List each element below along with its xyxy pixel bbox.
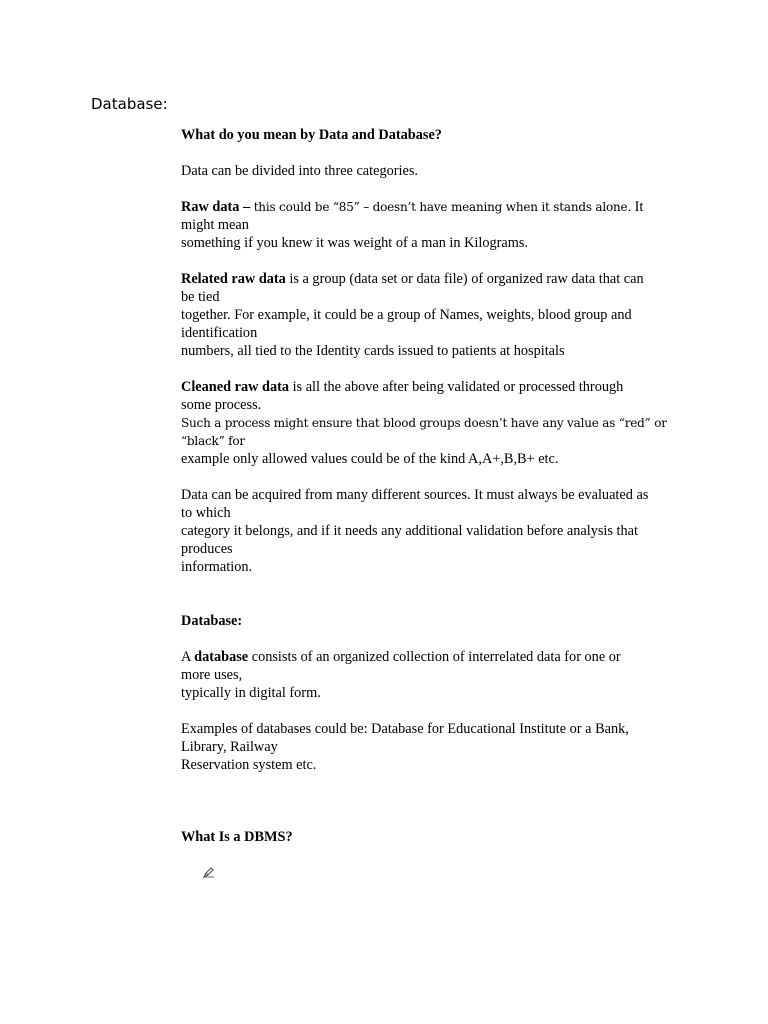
related-line-2: be tied (181, 289, 220, 305)
paragraph-categories: Data can be divided into three categories. (181, 163, 418, 179)
examples-line-2: Library, Railway (181, 739, 278, 755)
question-heading-data-database: What do you mean by Data and Database? (181, 127, 442, 143)
cleaned-line-5: example only allowed values could be of the kind A,A+,B,B+ etc. (181, 451, 559, 467)
db-def-line-1 (181, 648, 681, 666)
acquired-line-3: category it belongs, and if it needs any additional validation before analysis that (181, 523, 638, 539)
related-line-1-rest: is a group (data set or data file) of organized raw data that can (285, 271, 644, 287)
edit-pencil-icon (203, 866, 215, 878)
db-def-prefix: A (181, 649, 195, 665)
cleaned-line-3: Such a process might ensure that blood groups doesn’t have any value as “red” or (181, 416, 667, 430)
paragraph-cleaned-raw-data (181, 378, 681, 468)
database-heading: Database: (181, 613, 243, 629)
raw-data-line-3: something if you knew it was weight of a man in Kilograms. (181, 235, 529, 251)
paragraph-database-examples (181, 720, 681, 774)
raw-data-line-1-tail: It (631, 199, 644, 215)
paragraph-data-acquired (181, 486, 681, 576)
raw-data-narrow-text: this could be “85” – doesn’t have meaning when it stands alone. (253, 200, 632, 214)
paragraph-related-raw-data (181, 270, 681, 360)
related-line-3: together. For example, it could be a group of Names, weights, blood group and (181, 307, 632, 323)
term-cleaned-raw-data: Cleaned raw data (181, 379, 290, 395)
examples-line-3: Reservation system etc. (181, 757, 317, 773)
related-line-1 (181, 270, 681, 288)
db-def-line-3: typically in digital form. (181, 685, 321, 701)
question-heading-dbms: What Is a DBMS? (181, 829, 293, 845)
cleaned-line-2: some process. (181, 397, 262, 413)
acquired-line-1: Data can be acquired from many different sources. It must always be evaluated as (181, 487, 649, 503)
acquired-line-2: to which (181, 505, 231, 521)
term-raw-data: Raw data (181, 199, 240, 215)
acquired-line-4: produces (181, 541, 233, 557)
examples-line-1: Examples of databases could be: Database for Educational Institute or a Bank, (181, 721, 629, 737)
document-body (181, 126, 681, 846)
cleaned-line-4: “black” for (181, 434, 245, 448)
raw-data-line-2: might mean (181, 217, 249, 233)
raw-data-dash: – (239, 199, 254, 215)
section-heading: Database: (91, 95, 168, 113)
cleaned-line-1 (181, 378, 681, 396)
related-line-5: numbers, all tied to the Identity cards issued to patients at hospitals (181, 343, 565, 359)
db-def-line-2: more uses, (181, 667, 243, 683)
paragraph-raw-data (181, 198, 681, 252)
paragraph-database-definition (181, 648, 681, 702)
related-line-4: identification (181, 325, 258, 341)
cleaned-line-1-rest: is all the above after being validated or processed through (289, 379, 624, 395)
raw-data-line-1 (181, 198, 681, 216)
term-related-raw-data: Related raw data (181, 271, 286, 287)
term-database: database (194, 649, 249, 665)
db-def-line-1-rest: consists of an organized collection of interrelated data for one or (248, 649, 621, 665)
acquired-line-5: information. (181, 559, 253, 575)
